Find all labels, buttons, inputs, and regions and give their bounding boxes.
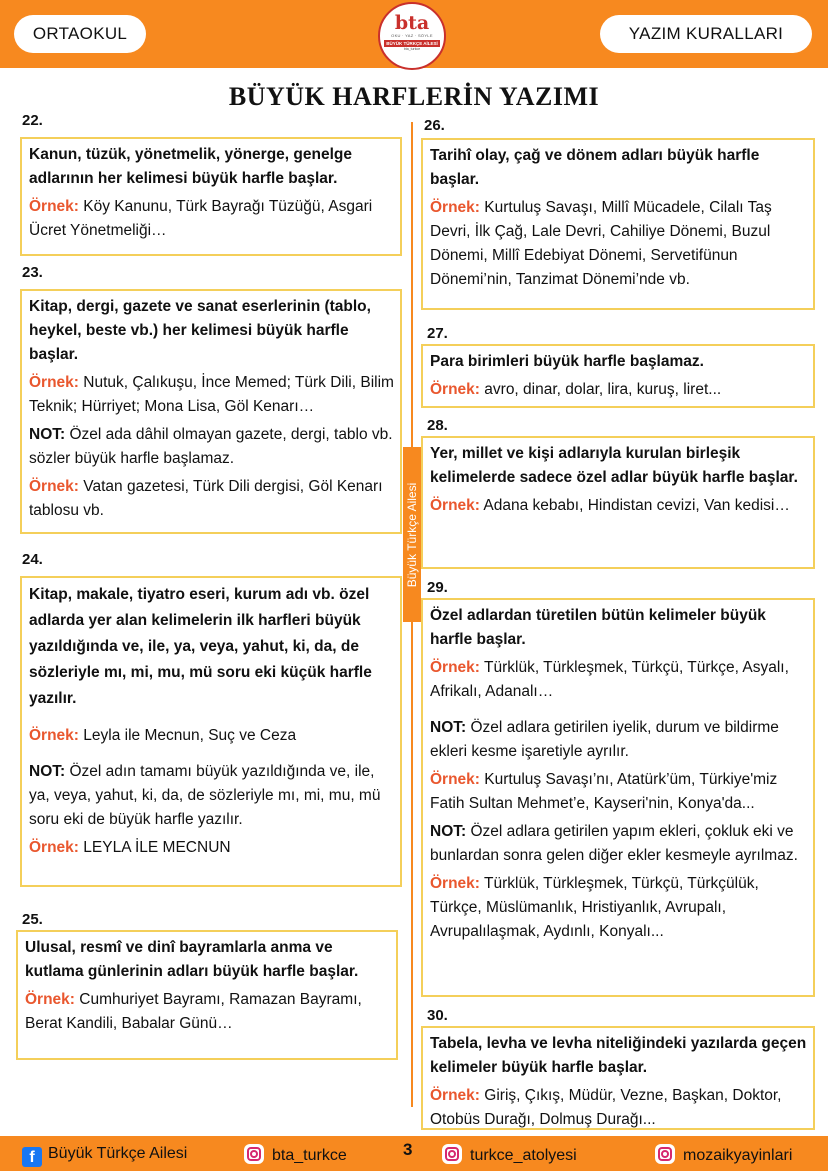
example-line (430, 656, 808, 704)
example-label: Örnek: (430, 1087, 480, 1104)
example-text: Cumhuriyet Bayramı, Ramazan Bayramı, Berat Kandili, Babalar Günü… (25, 991, 362, 1032)
example-label: Örnek: (430, 875, 480, 892)
example-line (430, 768, 808, 816)
rule-number: 24. (22, 551, 43, 568)
instagram-link-bta[interactable] (244, 1144, 347, 1166)
rule-box (20, 289, 402, 534)
instagram-icon (244, 1144, 264, 1164)
note-text: Özel adın tamamı büyük yazıldığında ve, ile, ya, veya, yahut, ki, da, de sözleriyle mı, mi, mu, mü soru eki de büyük harfle yazılır. (29, 763, 381, 828)
example-line (29, 836, 395, 860)
example-line (430, 494, 808, 518)
rule-text: Özel adlardan türetilen bütün kelimeler büyük harfle başlar. (430, 607, 766, 648)
note-label: NOT: (29, 426, 66, 443)
side-label: Büyük Türkçe Ailesi (405, 482, 419, 588)
rule-text: Kanun, tüzük, yönetmelik, yönerge, genelge adlarının her kelimesi büyük harfle başlar. (29, 146, 352, 187)
rule-number: 23. (22, 264, 43, 281)
rule-number: 26. (424, 117, 445, 134)
example-text: Giriş, Çıkış, Müdür, Vezne, Başkan, Doktor, Otobüs Durağı, Dolmuş Durağı... (430, 1087, 782, 1128)
note-line (430, 716, 808, 764)
example-label: Örnek: (430, 199, 480, 216)
rule-text: Tabela, levha ve levha niteliğindeki yazılarda geçen kelimeler büyük harfle başlar. (430, 1035, 807, 1076)
note-line (29, 423, 395, 471)
topic-label: YAZIM KURALLARI (600, 15, 812, 53)
rule-box (20, 576, 402, 887)
example-line (29, 724, 395, 748)
header-bar (0, 0, 828, 68)
instagram-link-atolye[interactable] (442, 1144, 577, 1166)
example-text: Adana kebabı, Hindistan cevizi, Van kedisi… (483, 497, 790, 514)
rule-number: 30. (427, 1007, 448, 1024)
note-label: NOT: (430, 823, 467, 840)
rule-box (20, 137, 402, 256)
example-line (430, 1084, 808, 1132)
rule-box (421, 138, 815, 310)
rule-text: Kitap, dergi, gazete ve sanat eserlerinin (tablo, heykel, beste vb.) her kelimesi büyük harfle başlar. (29, 298, 371, 363)
note-text: Özel adlara getirilen iyelik, durum ve bildirme ekleri kesme işaretiyle ayrılır. (430, 719, 779, 760)
logo-band: BÜYÜK TÜRKÇE AİLESİ (384, 40, 440, 47)
note-line (430, 820, 808, 868)
example-line (430, 378, 808, 402)
page-title: BÜYÜK HARFLERİN YAZIMI (228, 82, 600, 111)
logo-mark: bta (394, 12, 430, 34)
example-label: Örnek: (29, 839, 79, 856)
example-text: Türklük, Türkleşmek, Türkçü, Türkçe, Asyalı, Afrikalı, Adanalı… (430, 659, 789, 700)
instagram-link-mozaik[interactable] (655, 1144, 792, 1166)
example-text: LEYLA İLE MECNUN (83, 839, 231, 856)
rule-box (421, 344, 815, 408)
rule-number: 27. (427, 325, 448, 342)
rule-text: Ulusal, resmî ve dinî bayramlarla anma ve kutlama günlerinin adları büyük harfle başlar. (25, 939, 359, 980)
instagram-handle: turkce_atolyesi (470, 1147, 577, 1164)
note-label: NOT: (29, 763, 66, 780)
example-line (430, 872, 808, 944)
rule-box (421, 1026, 815, 1130)
instagram-handle: mozaikyayinlari (683, 1147, 793, 1164)
facebook-icon: f (22, 1147, 42, 1167)
example-text: Vatan gazetesi, Türk Dili dergisi, Göl Kenarı tablosu vb. (29, 478, 383, 519)
rule-number: 28. (427, 417, 448, 434)
note-line (29, 760, 395, 832)
level-label: ORTAOKUL (14, 15, 146, 53)
example-label: Örnek: (29, 198, 79, 215)
example-line (29, 195, 395, 243)
example-label: Örnek: (430, 771, 480, 788)
rule-box (16, 930, 398, 1060)
facebook-link[interactable] (22, 1144, 187, 1167)
example-text: Kurtuluş Savaşı, Millî Mücadele, Cilalı Taş Devri, İlk Çağ, Lale Devri, Cahiliye Dönemi, Buzul Dönemi, Millî Edebiyat Dönemi, Servetifünun Dönemi’nin, Tanzimat Dönemi’nde vb. (430, 199, 772, 288)
instagram-icon (655, 1144, 675, 1164)
bta-logo (378, 2, 446, 70)
example-label: Örnek: (430, 659, 480, 676)
note-label: NOT: (430, 719, 467, 736)
rule-text: Kitap, makale, tiyatro eseri, kurum adı vb. özel adlarda yer alan kelimelerin ilk harfleri büyük yazıldığında ve, ile, ya, veya, yahut, ki, da, de sözleriyle mı, mi, mu, mü soru eki küçük harfle yazılır. (29, 586, 372, 707)
example-label: Örnek: (430, 497, 480, 514)
rule-number: 25. (22, 911, 43, 928)
example-label: Örnek: (29, 374, 79, 391)
rule-box (421, 598, 815, 997)
example-label: Örnek: (430, 381, 480, 398)
example-label: Örnek: (29, 727, 79, 744)
example-text: avro, dinar, dolar, lira, kuruş, liret... (484, 381, 722, 398)
example-text: Köy Kanunu, Türk Bayrağı Tüzüğü, Asgari Ücret Yönetmeliği… (29, 198, 373, 239)
note-text: Özel ada dâhil olmayan gazete, dergi, tablo vb. sözler büyük harfle başlamaz. (29, 426, 393, 467)
instagram-handle: bta_turkce (272, 1147, 347, 1164)
logo-tagline: OKU · YAZ · SÖYLE (391, 33, 433, 38)
logo-sub: bta_turkce (403, 47, 421, 51)
example-line (25, 988, 391, 1036)
rule-text: Para birimleri büyük harfle başlamaz. (430, 353, 704, 370)
facebook-handle: Büyük Türkçe Ailesi (48, 1145, 188, 1162)
rule-number: 29. (427, 579, 448, 596)
rule-number: 22. (22, 112, 43, 129)
example-label: Örnek: (25, 991, 75, 1008)
example-text: Leyla ile Mecnun, Suç ve Ceza (83, 727, 297, 744)
example-text: Kurtuluş Savaşı’nı, Atatürk’üm, Türkiye'miz Fatih Sultan Mehmet’e, Kayseri'nin, Konya'da... (430, 771, 778, 812)
instagram-icon (442, 1144, 462, 1164)
rule-box (421, 436, 815, 569)
footer-bar (0, 1136, 828, 1171)
example-line (29, 371, 395, 419)
example-text: Türklük, Türkleşmek, Türkçü, Türkçülük, Türkçe, Müslümanlık, Hristiyanlık, Avrupalı, Avrupalılaşmak, Aydınlı, Konyalı... (430, 875, 759, 940)
rule-text: Tarihî olay, çağ ve dönem adları büyük harfle başlar. (430, 147, 760, 188)
example-line (430, 196, 808, 292)
example-text: Nutuk, Çalıkuşu, İnce Memed; Türk Dili, Bilim Teknik; Hürriyet; Mona Lisa, Göl Kenarı… (29, 374, 394, 415)
rule-text: Yer, millet ve kişi adlarıyla kurulan birleşik kelimelerde sadece özel adlar büyük harfle başlar. (430, 445, 798, 486)
example-line (29, 475, 395, 523)
page-number: 3 (403, 1140, 413, 1159)
note-text: Özel adlara getirilen yapım ekleri, çokluk eki ve bunlardan sonra gelen diğer ekler kesmeyle ayrılmaz. (430, 823, 798, 864)
example-label: Örnek: (29, 478, 79, 495)
